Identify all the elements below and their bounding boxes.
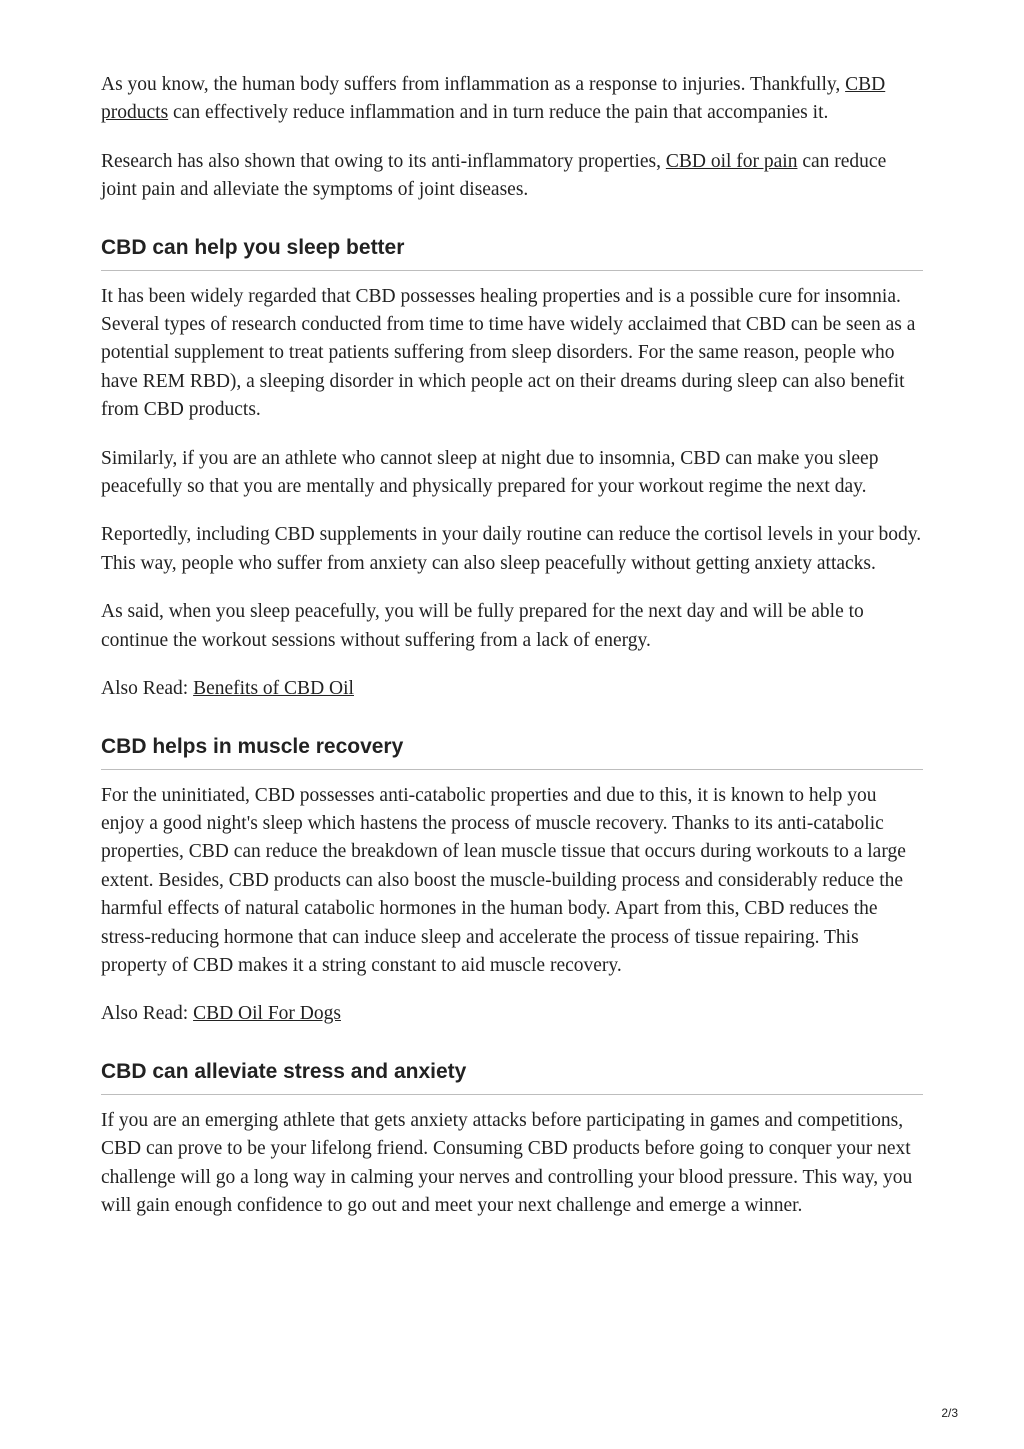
cbd-oil-for-dogs-link[interactable]: CBD Oil For Dogs (193, 1003, 341, 1025)
sleep-paragraph-4: As said, when you sleep peacefully, you will be fully prepared for the next day and will be able to continue the workout sessions without suffering from a lack of energy. (101, 601, 864, 651)
stress-heading: CBD can alleviate stress and anxiety (101, 1059, 923, 1095)
muscle-heading: CBD helps in muscle recovery (101, 734, 923, 770)
intro-paragraph-1: As you know, the human body suffers from inflammation as a response to injuries. Thankfully, CBD products can effectively reduce inflammation and in turn reduce the pain that accompanies it. (101, 74, 886, 124)
cbd-products-link[interactable]: CBD products (101, 74, 886, 124)
also-read-sleep: Also Read: Benefits of CBD Oil (101, 678, 354, 700)
also-read-muscle: Also Read: CBD Oil For Dogs (101, 1003, 341, 1025)
cbd-oil-for-pain-link[interactable]: CBD oil for pain (665, 150, 798, 172)
sleep-paragraph-2: Similarly, if you are an athlete who cannot sleep at night due to insomnia, CBD can make you sleep peacefully so that you are mentally and physically prepared for your workout regime the next day. (101, 447, 879, 498)
sleep-paragraph-3: Reportedly, including CBD supplements in your daily routine can reduce the cortisol levels in your body. This way, people who suffer from anxiety can also sleep peacefully without getting anxiety attacks. (101, 524, 922, 574)
benefits-of-cbd-oil-link[interactable]: Benefits of CBD Oil (193, 678, 354, 700)
sleep-paragraph-1: It has been widely regarded that CBD possesses healing properties and is a possible cure for insomnia. Several types of research conducted from time to time have widely acclaimed that CBD can be seen as a potential supplement to treat patients suffering from sleep disorders. For the same reason, people who have REM RBD), a sleeping disorder in which people act on their dreams during sleep can also benefit from CBD products. (101, 285, 916, 421)
page-number: 2/3 (941, 1406, 958, 1420)
sleep-heading: CBD can help you sleep better (101, 235, 923, 271)
muscle-paragraph-1: For the uninitiated, CBD possesses anti-catabolic properties and due to this, it is known to help you enjoy a good night's sleep which hastens the process of muscle recovery. Thanks to its anti-catabolic properties, CBD can reduce the breakdown of lean muscle tissue that occurs during workouts to a large extent. Besides, CBD products can also boost the muscle-building process and considerably reduce the harmful effects of natural catabolic hormones in the human body. Apart from this, CBD reduces the stress-reducing hormone that can induce sleep and accelerate the process of tissue repairing. This property of CBD makes it a string constant to aid muscle recovery. (101, 784, 906, 976)
document-body (101, 71, 923, 1240)
intro-paragraph-2: Research has also shown that owing to its anti-inflammatory properties, CBD oil for pain can reduce joint pain and alleviate the symptoms of joint diseases. (101, 150, 887, 201)
stress-paragraph-1: If you are an emerging athlete that gets anxiety attacks before participating in games and competitions, CBD can prove to be your lifelong friend. Consuming CBD products before going to conquer your next challenge will go a long way in calming your nerves and controlling your blood pressure. This way, you will gain enough confidence to go out and meet your next challenge and emerge a winner. (101, 1109, 913, 1216)
